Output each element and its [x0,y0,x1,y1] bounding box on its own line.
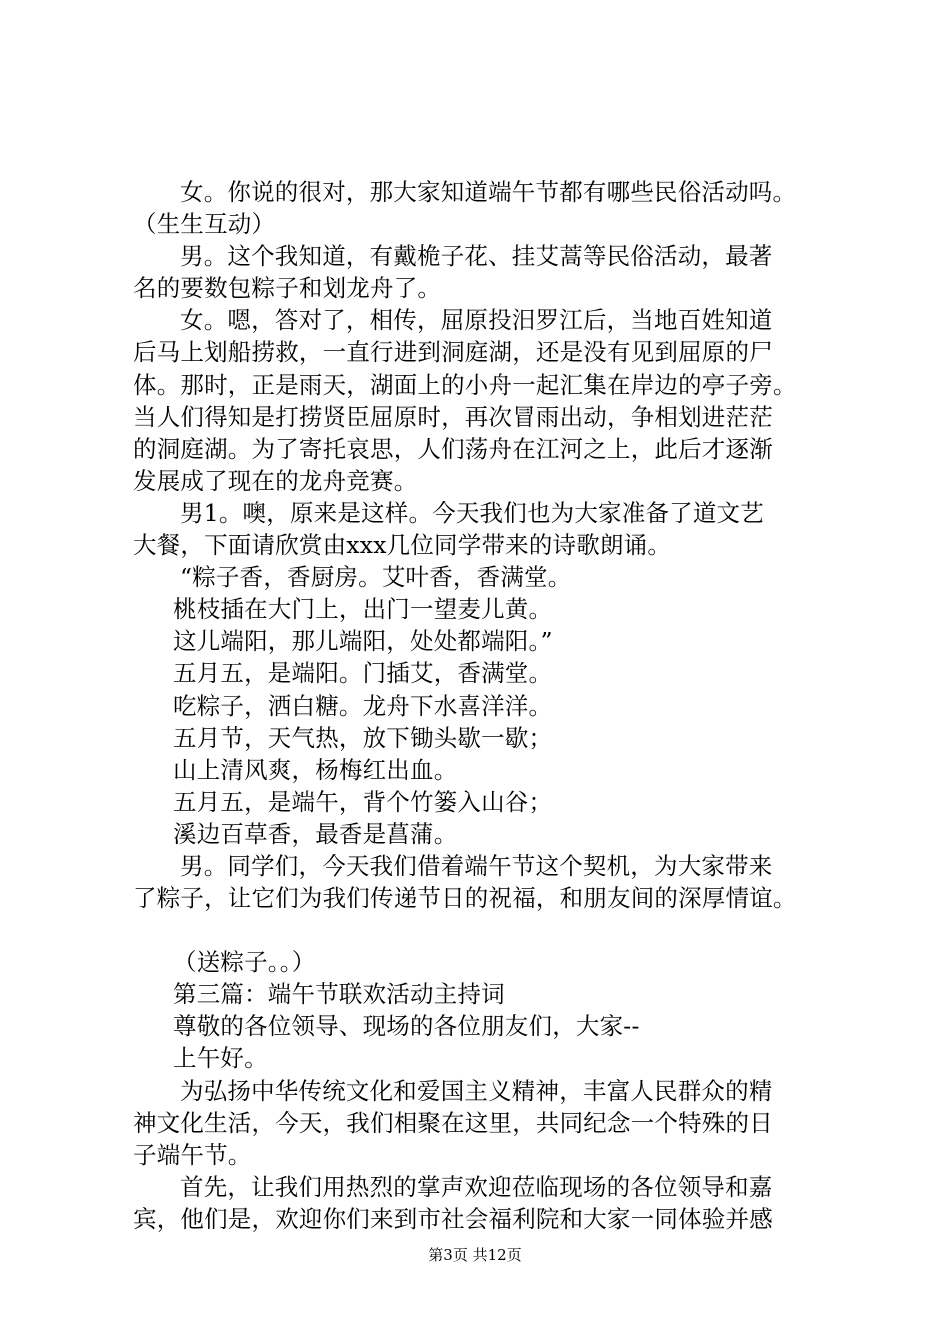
paragraph-line: 男。这个我知道，有戴桅子花、挂艾蒿等民俗活动，最著 [180,242,773,271]
paragraph-line: 神文化生活，今天，我们相聚在这里，共同纪念一个特殊的日 [133,1108,773,1137]
paragraph-line: （生生互动） [133,210,276,239]
paragraph-line: 为弘扬中华传统文化和爱国主义精神，丰富人民群众的精 [180,1076,773,1105]
poem-line: 这儿端阳，那儿端阳，处处都端阳。” [173,627,553,656]
paragraph-line: 上午好。 [173,1044,268,1073]
paragraph-line: 当人们得知是打捞贤臣屈原时，再次冒雨出动，争相划进茫茫 [133,402,773,431]
paragraph-line: 名的要数包粽子和划龙舟了。 [133,274,442,303]
paragraph-line: 的洞庭湖。为了寄托哀思，人们荡舟在江河之上，此后才逐渐 [133,434,773,463]
paragraph-line: 男。同学们，今天我们借着端午节这个契机，为大家带来 [180,851,773,880]
section-heading: 第三篇：端午节联欢活动主持词 [173,980,505,1009]
paragraph-line: 后马上划船捞救，一直行进到洞庭湖，还是没有见到屈原的尸 [133,338,773,367]
paragraph-line: 尊敬的各位领导、现场的各位朋友们，大家-- [173,1012,640,1041]
paragraph-line: 子端午节。 [133,1140,252,1169]
page-number-label: 第3页 共12页 [428,1246,522,1264]
body-text [133,176,853,1235]
poem-line: 桃枝插在大门上，出门一望麦儿黄。 [173,595,553,624]
page-footer [0,1245,950,1265]
poem-line: 五月节，天气热，放下锄头歇一歇； [173,723,553,752]
paragraph-line: 首先，让我们用热烈的掌声欢迎莅临现场的各位领导和嘉 [180,1172,773,1201]
paragraph-line: （送粽子。。） [173,948,316,977]
poem-line: 溪边百草香，最香是菖蒲。 [173,819,458,848]
paragraph-line: 男1。噢，原来是这样。今天我们也为大家准备了道文艺 [180,498,764,527]
paragraph-line: 女。嗯，答对了，相传，屈原投汨罗江后，当地百姓知道 [180,306,773,335]
paragraph-line: 女。你说的很对，那大家知道端午节都有哪些民俗活动吗。 [180,178,797,206]
poem-line: “粽子香，香厨房。艾叶香，香满堂。 [180,563,572,592]
blank-line [133,914,853,946]
poem-line: 山上清风爽，杨梅红出血。 [173,755,458,784]
paragraph-line: 宾，他们是，欢迎你们来到市社会福利院和大家一同体验并感 [133,1204,773,1233]
paragraph-line: 大餐，下面请欣赏由xxx几位同学带来的诗歌朗诵。 [133,531,672,560]
paragraph-line: 发展成了现在的龙舟竞赛。 [133,466,418,495]
poem-line: 吃粽子，洒白糖。龙舟下水喜洋洋。 [173,691,553,720]
paragraph-line: 了粽子，让它们为我们传递节日的祝福，和朋友间的深厚情谊。 [133,884,797,913]
paragraph-line: 体。那时，正是雨天，湖面上的小舟一起汇集在岸边的亭子旁。 [133,370,797,399]
poem-line: 五月五，是端午，背个竹篓入山谷； [173,787,553,816]
poem-line: 五月五，是端阳。门插艾，香满堂。 [173,659,553,688]
